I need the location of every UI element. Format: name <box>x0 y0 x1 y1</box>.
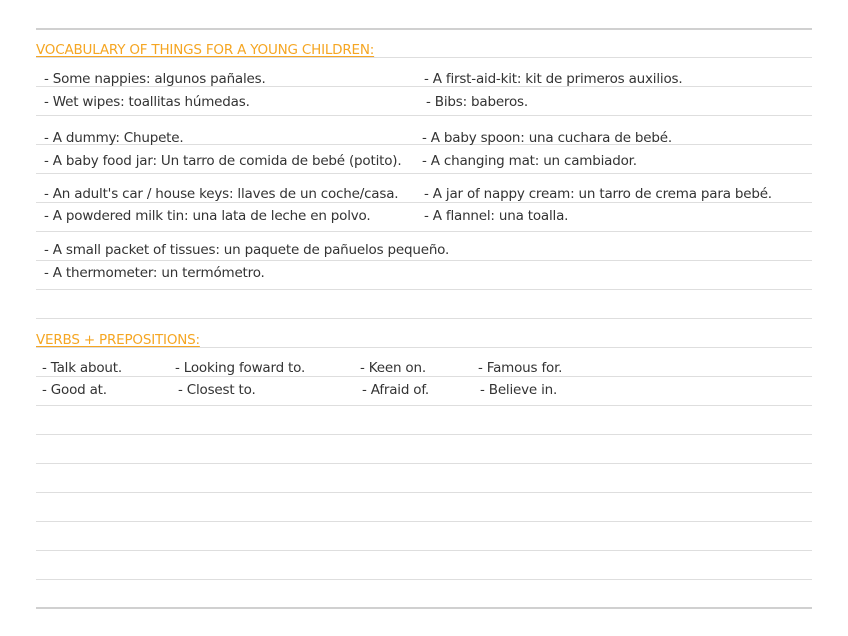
vocab-item: - A small packet of tissues: un paquete de pañuelos pequeño. <box>44 242 450 258</box>
verb-item: - Afraid of. <box>362 382 430 398</box>
verbs-heading: VERBS + PREPOSITIONS: <box>36 332 200 348</box>
vocab-item: - A baby spoon: una cuchara de bebé. <box>422 130 672 146</box>
ruled-line <box>36 492 812 493</box>
verb-item: - Keen on. <box>360 360 426 376</box>
verb-item: - Talk about. <box>42 360 122 376</box>
ruled-line <box>36 463 812 464</box>
vocab-item: - A changing mat: un cambiador. <box>422 153 637 169</box>
vocab-item: - Bibs: baberos. <box>426 94 528 110</box>
ruled-line <box>36 115 812 116</box>
verb-item: - Good at. <box>42 382 107 398</box>
vocab-item: - Some nappies: algunos pañales. <box>44 71 266 87</box>
ruled-line <box>36 202 812 203</box>
vocab-item: - A jar of nappy cream: un tarro de crema para bebé. <box>424 186 772 202</box>
vocab-item: - Wet wipes: toallitas húmedas. <box>44 94 250 110</box>
ruled-line <box>36 231 812 232</box>
verb-item: - Closest to. <box>178 382 256 398</box>
vocab-item: - A thermometer: un termómetro. <box>44 265 265 281</box>
vocab-item: - An adult's car / house keys: llaves de un coche/casa. <box>44 186 399 202</box>
vocab-item: - A dummy: Chupete. <box>44 130 184 146</box>
verb-item: - Looking foward to. <box>175 360 306 376</box>
vocab-item: - A powdered milk tin: una lata de leche en polvo. <box>44 208 371 224</box>
bottom-border-line <box>36 607 812 609</box>
ruled-line <box>36 260 812 261</box>
vocabulary-heading: VOCABULARY OF THINGS FOR A YOUNG CHILDREN: <box>36 42 375 58</box>
ruled-line <box>36 405 812 406</box>
vocab-item: - A baby food jar: Un tarro de comida de bebé (potito). <box>44 153 402 169</box>
ruled-line <box>36 579 812 580</box>
vocab-item: - A flannel: una toalla. <box>424 208 569 224</box>
ruled-line <box>36 289 812 290</box>
ruled-line <box>36 173 812 174</box>
ruled-line <box>36 376 812 377</box>
top-border-line <box>36 28 812 30</box>
verb-item: - Believe in. <box>480 382 558 398</box>
verb-item: - Famous for. <box>478 360 563 376</box>
ruled-line <box>36 521 812 522</box>
vocab-item: - A first-aid-kit: kit de primeros auxilios. <box>424 71 683 87</box>
ruled-line <box>36 550 812 551</box>
ruled-line <box>36 434 812 435</box>
ruled-line <box>36 318 812 319</box>
